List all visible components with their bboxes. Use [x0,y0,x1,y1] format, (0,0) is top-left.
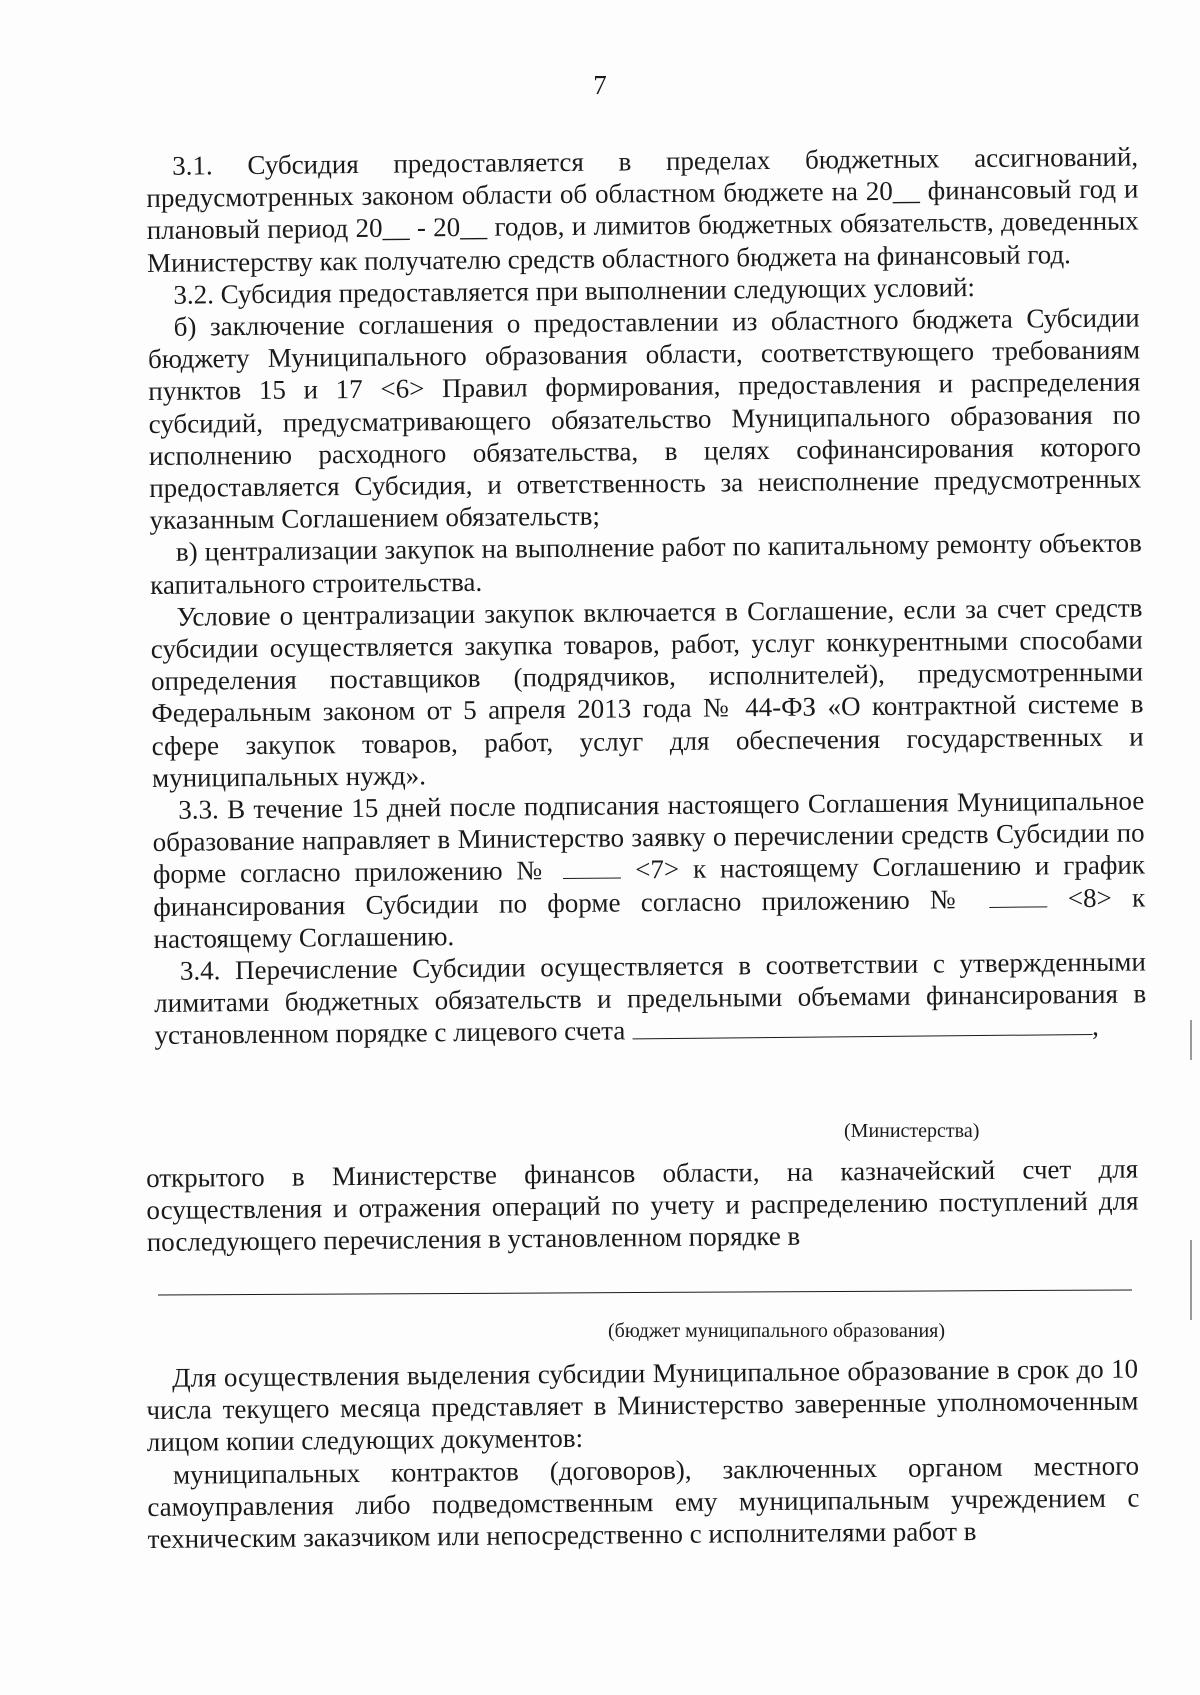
appendix-number-blank-8 [989,884,1047,908]
paragraph-3-3-part-3: <8> к настоящему Соглашению. [153,882,1146,954]
scan-margin-mark [1190,1020,1192,1060]
paragraph-3-3 [152,785,1145,956]
paragraph-3-4-text: 3.4. Перечисление Субсидии осуществляется в соответствии с утвержденными лимитами бюджетных обязательств и предельными объемами финансирования в установленном порядке с лицевого счета [154,946,1147,1051]
paragraph-centralization: Условие о централизации закупок включается в Соглашение, если за счет средств субсидии осуществляется закупка товаров, работ, услуг конкурентными способами определения поставщиков (подрядчиков, исполнителей), предусмотренными Федеральным законом от 5 апреля 2013 года № 44-ФЗ «О контрактной системе в сфере закупок товаров, работ, услуг для обеспечения государственных и муниципальных нужд». [150,592,1144,793]
caption-ministry: (Министерства) [844,1120,980,1142]
paragraph-municipal-contracts: муниципальных контрактов (договоров), заключенных органом местного самоуправления либо подведомственным ему муниципальным учреждением с техническим заказчиком или непосредственно с исполнителями работ в [147,1450,1140,1555]
paragraph-documents-deadline: Для осуществления выделения субсидии Муниципальное образование в срок до 10 числа текущего месяца представляет в Министерство заверенные уполномоченным лицом копии следующих документов: [146,1353,1139,1458]
paragraph-3-3-part-2: <7> к настоящему Соглашению и график финансирования Субсидии по форме согласно приложению № [153,849,1146,922]
paragraph-3-3-part-1: 3.3. В течение 15 дней после подписания настоящего Соглашения Муниципальное образование направляет в Министерство заявку о перечислении средств Субсидии по форме согласно приложению № [152,785,1145,890]
documents-requirement-text [146,1352,1140,1555]
treasury-account-text [146,1152,1139,1258]
paragraph-condition-v: в) централизации закупок на выполнение работ по капитальному ремонту объектов капитального строительства. [150,527,1142,600]
paragraph-treasury: открытого в Министерстве финансов области, на казначейский счет для осуществления и отражения операций по учету и распределению поступлений для последующего перечисления в установленном порядке в [146,1153,1139,1258]
paragraph-3-2: 3.2. Субсидия предоставляется при выполнении следующих условий: [173,271,976,310]
caption-municipal-budget: (бюджет муниципального образования) [608,1320,946,1342]
section-3-text [146,140,1147,1051]
appendix-number-blank-7 [563,856,621,880]
paragraph-3-4-tail: , [1091,1011,1099,1042]
budget-blank-line [158,1289,1132,1295]
page-number: 7 [593,70,607,100]
scan-margin-mark [1190,1240,1192,1320]
paragraph-3-1: 3.1. Субсидия предоставляется в пределах бюджетных ассигнований, предусмотренных законом области об областном бюджете на 20__ финансовый год и плановый период 20__ - 20__ годов, и лимитов бюджетных обязательств, доведенных Министерству как получателю средств областного бюджета на финансовый год. [146,141,1139,278]
paragraph-3-4 [154,946,1147,1052]
account-blank [632,1012,1092,1039]
paragraph-condition-b: б) заключение соглашения о предоставлении из областного бюджета Субсидии бюджету Муниципального образования области, соответствующего требованиям пунктов 15 и 17 <6> Правил формирования, предоставления и распределения субсидий, предусматривающего обязательство Муниципального образования по исполнению расходного обязательства, в целях софинансирования которого предоставляется Субсидия, и ответственность за неисполнение предусмотренных указанным Соглашением обязательств; [147,302,1142,536]
